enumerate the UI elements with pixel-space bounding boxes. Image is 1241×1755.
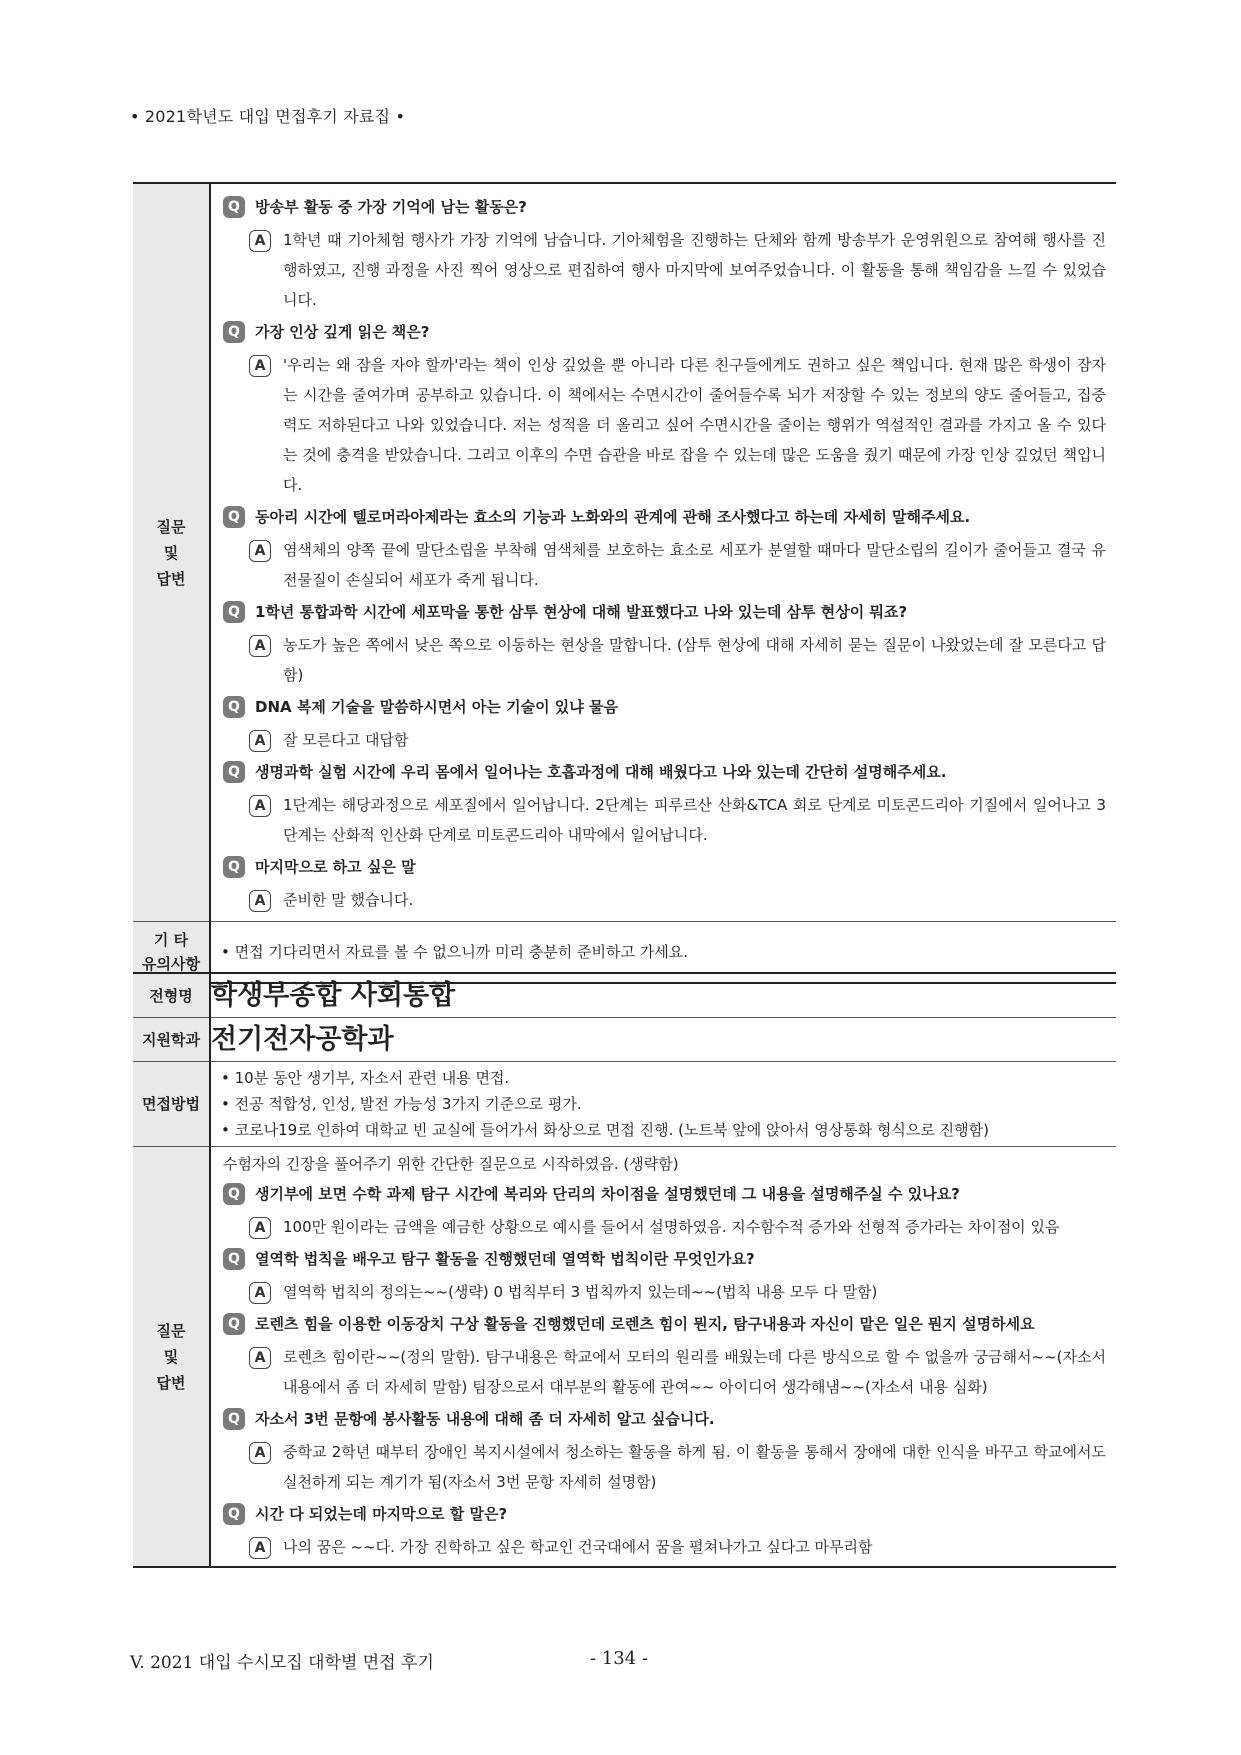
answer [249,790,1106,850]
question-text: 시간 다 되었는데 마지막으로 할 말은? [255,1505,508,1523]
a-badge: A [249,635,271,657]
method-list [210,1062,1116,1147]
answer-text: 나의 꿈은 ~~다. 가장 진학하고 싶은 학교인 건국대에서 꿈을 펼쳐나가고 싶다고 마무리함 [283,1538,873,1556]
q-badge: Q [223,506,245,528]
q-badge: Q [223,601,245,623]
qa-row [133,183,1116,922]
question [223,852,1106,883]
qa-label [133,183,210,922]
question [223,1309,1106,1340]
question [223,192,1106,223]
answer [249,535,1106,595]
qa-label-line: 답변 [156,569,186,588]
a-badge: A [249,1442,271,1464]
answer-text: 1학년 때 기아체험 행사가 가장 기억에 남습니다. 기아체험을 진행하는 단체와 함께 방송부가 운영위원으로 참여해 행사를 진행하였고, 진행 과정을 사진 찍어 영상으로 편집하여 행사 마지막에 보여주었습니다. 이 활동을 통해 책임감을 느낄 수 있었습니다. [283,231,1106,309]
qa-label-line: 및 [163,543,179,562]
q-badge: Q [223,321,245,343]
question [223,757,1106,788]
answer [249,885,1106,915]
question-text: 방송부 활동 중 가장 기억에 남는 활동은? [255,198,527,216]
q-badge: Q [223,1183,245,1205]
answer-text: '우리는 왜 잠을 자야 할까'라는 책이 인상 깊었을 뿐 아니라 다른 친구들에게도 권하고 싶은 책입니다. 현재 많은 학생이 잠자는 시간을 줄여가며 공부하고 있습니다. 이 책에서는 수면시간이 줄어들수록 뇌가 저장할 수 있는 정보의 양도 줄어들고, 집중력도 저하된다고 나와 있었습니다. 저는 성적을 더 올리고 싶어 수면시간을 줄이는 행위가 역설적인 결과를 가지고 올 수 있다는 것에 충격을 받았습니다. 그리고 이후의 수면 습관을 바로 잡을 수 있는데 많은 도움을 줬기 때문에 가장 인상 깊었던 책입니다. [283,356,1106,494]
answer [249,225,1106,315]
answer [249,1212,1106,1242]
qa-label-line: 질문 [156,1321,186,1340]
question-text: 가장 인상 깊게 읽은 책은? [255,323,430,341]
q-badge: Q [223,1313,245,1335]
q-badge: Q [223,856,245,878]
etc-text: • 면접 기다리면서 자료를 볼 수 없으니까 미리 충분히 준비하고 가세요. [221,943,689,961]
page-number: - 134 - [590,1648,648,1669]
q-badge: Q [223,1503,245,1525]
question-text: 마지막으로 하고 싶은 말 [255,858,416,876]
q-badge: Q [223,1248,245,1270]
answer-text: 농도가 높은 쪽에서 낮은 쪽으로 이동하는 현상을 말합니다. (삼투 현상에 대해 자세히 묻는 질문이 나왔었는데 잘 모른다고 답함) [283,636,1106,684]
q-badge: Q [223,1408,245,1430]
question [223,1179,1106,1210]
answer-text: 염색체의 양쪽 끝에 말단소립을 부착해 염색체를 보호하는 효소로 세포가 분열할 때마다 말단소립의 길이가 줄어들고 결국 유전물질이 손실되어 세포가 죽게 됩니다. [283,541,1106,589]
a-badge: A [249,795,271,817]
method-item: • 10분 동안 생기부, 자소서 관련 내용 면접. [221,1069,510,1087]
a-badge: A [249,890,271,912]
answer [249,1532,1106,1562]
question [223,692,1106,723]
question-text: 자소서 3번 문항에 봉사활동 내용에 대해 좀 더 자세히 알고 싶습니다. [255,1410,715,1428]
answer [249,350,1106,500]
a-badge: A [249,730,271,752]
answer-text: 100만 원이라는 금액을 예금한 상황으로 예시를 들어서 설명하였음. 지수함수적 증가와 선형적 증가라는 차이점이 있음 [283,1218,1060,1236]
q-badge: Q [223,196,245,218]
interview-table-2 [133,972,1116,1568]
question [223,317,1106,348]
question [223,1244,1106,1275]
a-badge: A [249,540,271,562]
question-text: 로렌츠 힘을 이용한 이동장치 구상 활동을 진행했던데 로렌츠 힘이 뭔지, 탐구내용과 자신이 맡은 일은 뭔지 설명하세요 [255,1315,1035,1333]
question-text: DNA 복제 기술을 말씀하시면서 아는 기술이 있냐 물음 [255,698,618,716]
question-text: 생기부에 보면 수학 과제 탐구 시간에 복리와 단리의 차이점을 설명했던데 그 내용을 설명해주실 수 있나요? [255,1185,960,1203]
answer-text: 중학교 2학년 때부터 장애인 복지시설에서 청소하는 활동을 하게 됨. 이 활동을 통해서 장애에 대한 인식을 바꾸고 학교에서도 실천하게 되는 계기가 됨(자소서 3번 문항 자세히 설명함) [283,1443,1106,1491]
a-badge: A [249,1537,271,1559]
qa-label-line: 질문 [156,517,186,536]
method-item: • 코로나19로 인하여 대학교 빈 교실에 들어가서 화상으로 면접 진행. (노트북 앞에 앉아서 영상통화 형식으로 진행함) [221,1121,989,1139]
a-badge: A [249,230,271,252]
qa-row [133,1147,1116,1568]
method-row [133,1062,1116,1147]
dept-value: 전기전자공학과 [210,1018,1116,1062]
footer-chapter: V. 2021 대입 수시모집 대학별 면접 후기 [130,1653,434,1673]
question [223,597,1106,628]
qa-label-line: 답변 [156,1373,186,1392]
running-header: • 2021학년도 대입 면접후기 자료집 • [130,107,406,126]
question-text: 동아리 시간에 텔로머라아제라는 효소의 기능과 노화와의 관계에 관해 조사했다고 하는데 자세히 말해주세요. [255,508,971,526]
question-text: 열역학 법칙을 배우고 탐구 활동을 진행했던데 열역학 법칙이란 무엇인가요? [255,1250,755,1268]
qa-content [210,1147,1116,1568]
answer-text: 1단계는 해당과정으로 세포질에서 일어납니다. 2단계는 피루르산 산화&TCA 회로 단계로 미토콘드리아 기질에서 일어나고 3단계는 산화적 인산화 단계로 미토콘드리아 내막에서 일어납니다. [283,796,1106,844]
question [223,1404,1106,1435]
question [223,502,1106,533]
type-row [133,973,1116,1018]
qa-label-line: 및 [163,1347,179,1366]
intro-text: 수험자의 긴장을 풀어주기 위한 간단한 질문으로 시작하였음. (생략함) [223,1155,679,1173]
type-value: 학생부종합 사회통합 [210,973,1116,1018]
answer [249,630,1106,690]
method-label: 면접방법 [133,1062,210,1147]
qa-label [133,1147,210,1568]
type-label: 전형명 [133,973,210,1018]
qa-content [210,183,1116,922]
question-text: 1학년 통합과학 시간에 세포막을 통한 삼투 현상에 대해 발표했다고 나와 있는데 삼투 현상이 뭐죠? [255,603,908,621]
answer-text: 열역학 법칙의 정의는~~(생략) 0 법칙부터 3 법칙까지 있는데~~(법칙 내용 모두 다 말함) [283,1283,878,1301]
q-badge: Q [223,761,245,783]
question-text: 생명과학 실험 시간에 우리 몸에서 일어나는 호흡과정에 대해 배웠다고 나와 있는데 간단히 설명해주세요. [255,763,947,781]
dept-row [133,1018,1116,1062]
a-badge: A [249,1282,271,1304]
method-item: • 전공 적합성, 인성, 발전 가능성 3가지 기준으로 평가. [221,1095,582,1113]
answer [249,725,1106,755]
q-badge: Q [223,696,245,718]
a-badge: A [249,355,271,377]
answer [249,1342,1106,1402]
a-badge: A [249,1217,271,1239]
answer-text: 로렌츠 힘이란~~(정의 말함). 탐구내용은 학교에서 모터의 원리를 배웠는데 다른 방식으로 할 수 없을까 궁금해서~~(자소서 내용에서 좀 더 자세히 말함) 팀장으로서 대부분의 활동에 관여~~ 아이디어 생각해냄~~(자소서 내용 심화) [283,1348,1106,1396]
answer-text: 잘 모른다고 대답함 [283,731,409,749]
etc-label-line: 유의사항 [142,955,200,973]
answer [249,1437,1106,1497]
answer-text: 준비한 말 했습니다. [283,891,414,909]
etc-label-line: 기 타 [153,931,189,949]
question [223,1499,1106,1530]
a-badge: A [249,1347,271,1369]
dept-label: 지원학과 [133,1018,210,1062]
interview-table-1 [133,182,1116,984]
answer [249,1277,1106,1307]
